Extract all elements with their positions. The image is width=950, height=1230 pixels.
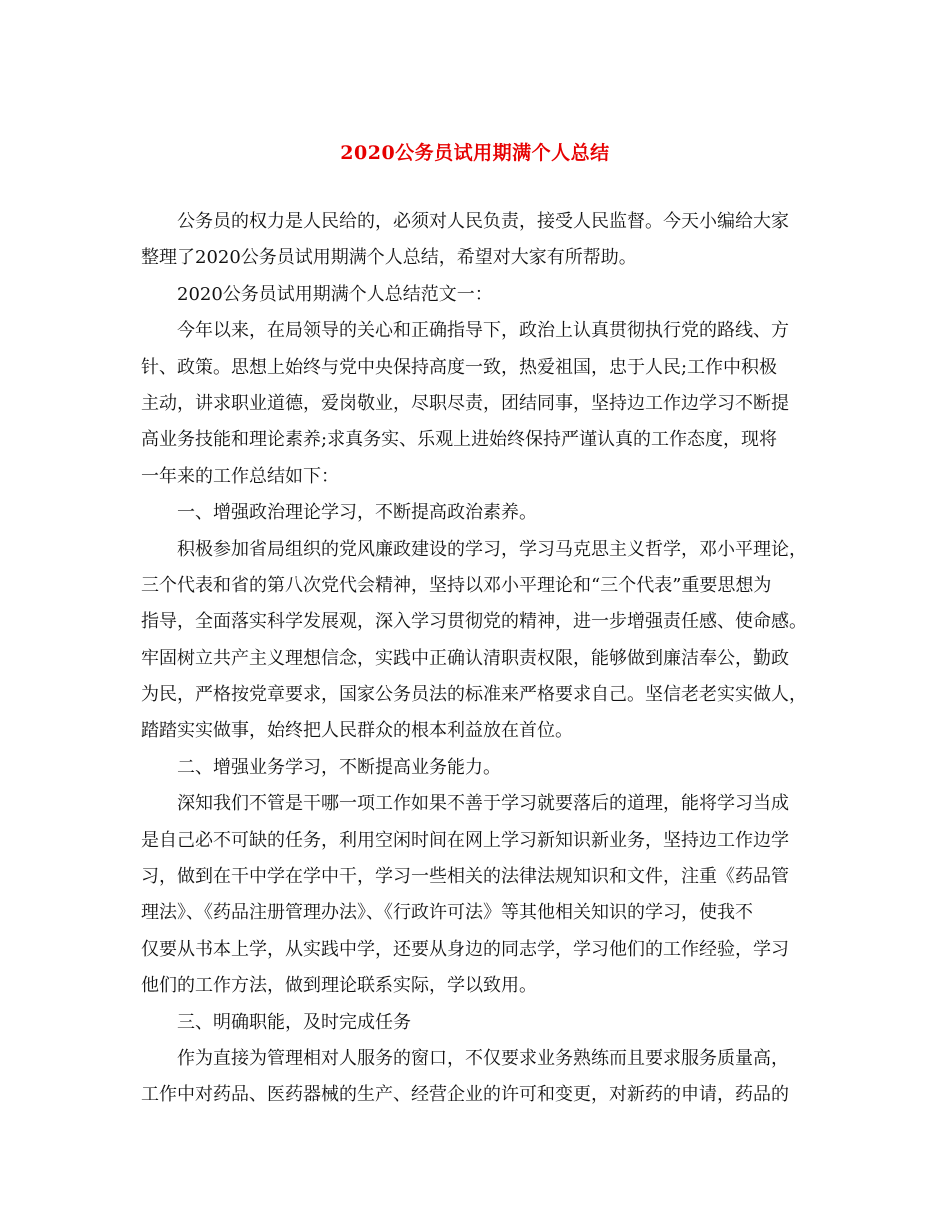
text-line: 是自己必不可缺的任务，利用空闲时间在网上学习新知识新业务，坚持边工作边学 xyxy=(141,829,789,851)
text-line: 公务员的权力是人民给的，必须对人民负责，接受人民监督。今天小编给大家 xyxy=(141,211,789,232)
text-line: 主动，讲求职业道德，爱岗敬业，尽职尽责，团结同事，坚持边工作边学习不断提 xyxy=(141,392,789,414)
text-line: 理法》、《药品注册管理办法》、《行政许可法》等其他相关知识的学习，使我不 xyxy=(141,902,753,924)
text-line: 2020公务员试用期满个人总结范文一： xyxy=(141,283,493,305)
text-line: 作为直接为管理相对人服务的窗口，不仅要求业务熟练而且要求服务质量高， xyxy=(141,1047,789,1069)
text-line: 高业务技能和理论素养;求真务实、乐观上进始终保持严谨认真的工作态度，现将 xyxy=(141,429,778,451)
text-line: 指导，全面落实科学发展观，深入学习贯彻党的精神，进一步增强责任感、使命感。 xyxy=(141,611,807,633)
text-line: 三个代表和省的第八次党代会精神，坚持以邓小平理论和“三个代表”重要思想为 xyxy=(141,574,772,596)
text-line: 为民，严格按党章要求，国家公务员法的标准来严格要求自己。坚信老老实实做人， xyxy=(141,684,807,706)
text-line: 他们的工作方法，做到理论联系实际，学以致用。 xyxy=(141,975,537,997)
text-line: 一年来的工作总结如下： xyxy=(141,465,339,487)
text-line: 三、明确职能，及时完成任务 xyxy=(141,1011,411,1033)
text-line: 今年以来，在局领导的关心和正确指导下，政治上认真贯彻执行党的路线、方 xyxy=(141,320,789,342)
text-line: 牢固树立共产主义理想信念，实践中正确认清职责权限，能够做到廉洁奉公，勤政 xyxy=(141,647,789,669)
text-line: 踏踏实实做事，始终把人民群众的根本利益放在首位。 xyxy=(141,720,573,742)
text-line: 针、政策。思想上始终与党中央保持高度一致，热爱祖国，忠于人民;工作中积极 xyxy=(141,356,778,378)
text-line: 积极参加省局组织的党风廉政建设的学习，学习马克思主义哲学，邓小平理论， xyxy=(141,538,807,560)
document-body xyxy=(141,204,821,1114)
text-line: 深知我们不管是干哪一项工作如果不善于学习就要落后的道理，能将学习当成 xyxy=(141,793,789,815)
text-line: 整理了2020公务员试用期满个人总结，希望对大家有所帮助。 xyxy=(141,247,637,269)
text-line: 仅要从书本上学，从实践中学，还要从身边的同志学，学习他们的工作经验，学习 xyxy=(141,938,789,960)
document-title: 2020公务员试用期满个人总结 xyxy=(340,142,610,164)
text-line: 二、增强业务学习，不断提高业务能力。 xyxy=(141,756,501,778)
text-line: 一、增强政治理论学习，不断提高政治素养。 xyxy=(141,502,537,524)
text-line: 习，做到在干中学在学中干，学习一些相关的法律法规知识和文件，注重《药品管 xyxy=(141,866,789,888)
text-line: 工作中对药品、医药器械的生产、经营企业的许可和变更，对新药的申请，药品的 xyxy=(141,1084,789,1106)
